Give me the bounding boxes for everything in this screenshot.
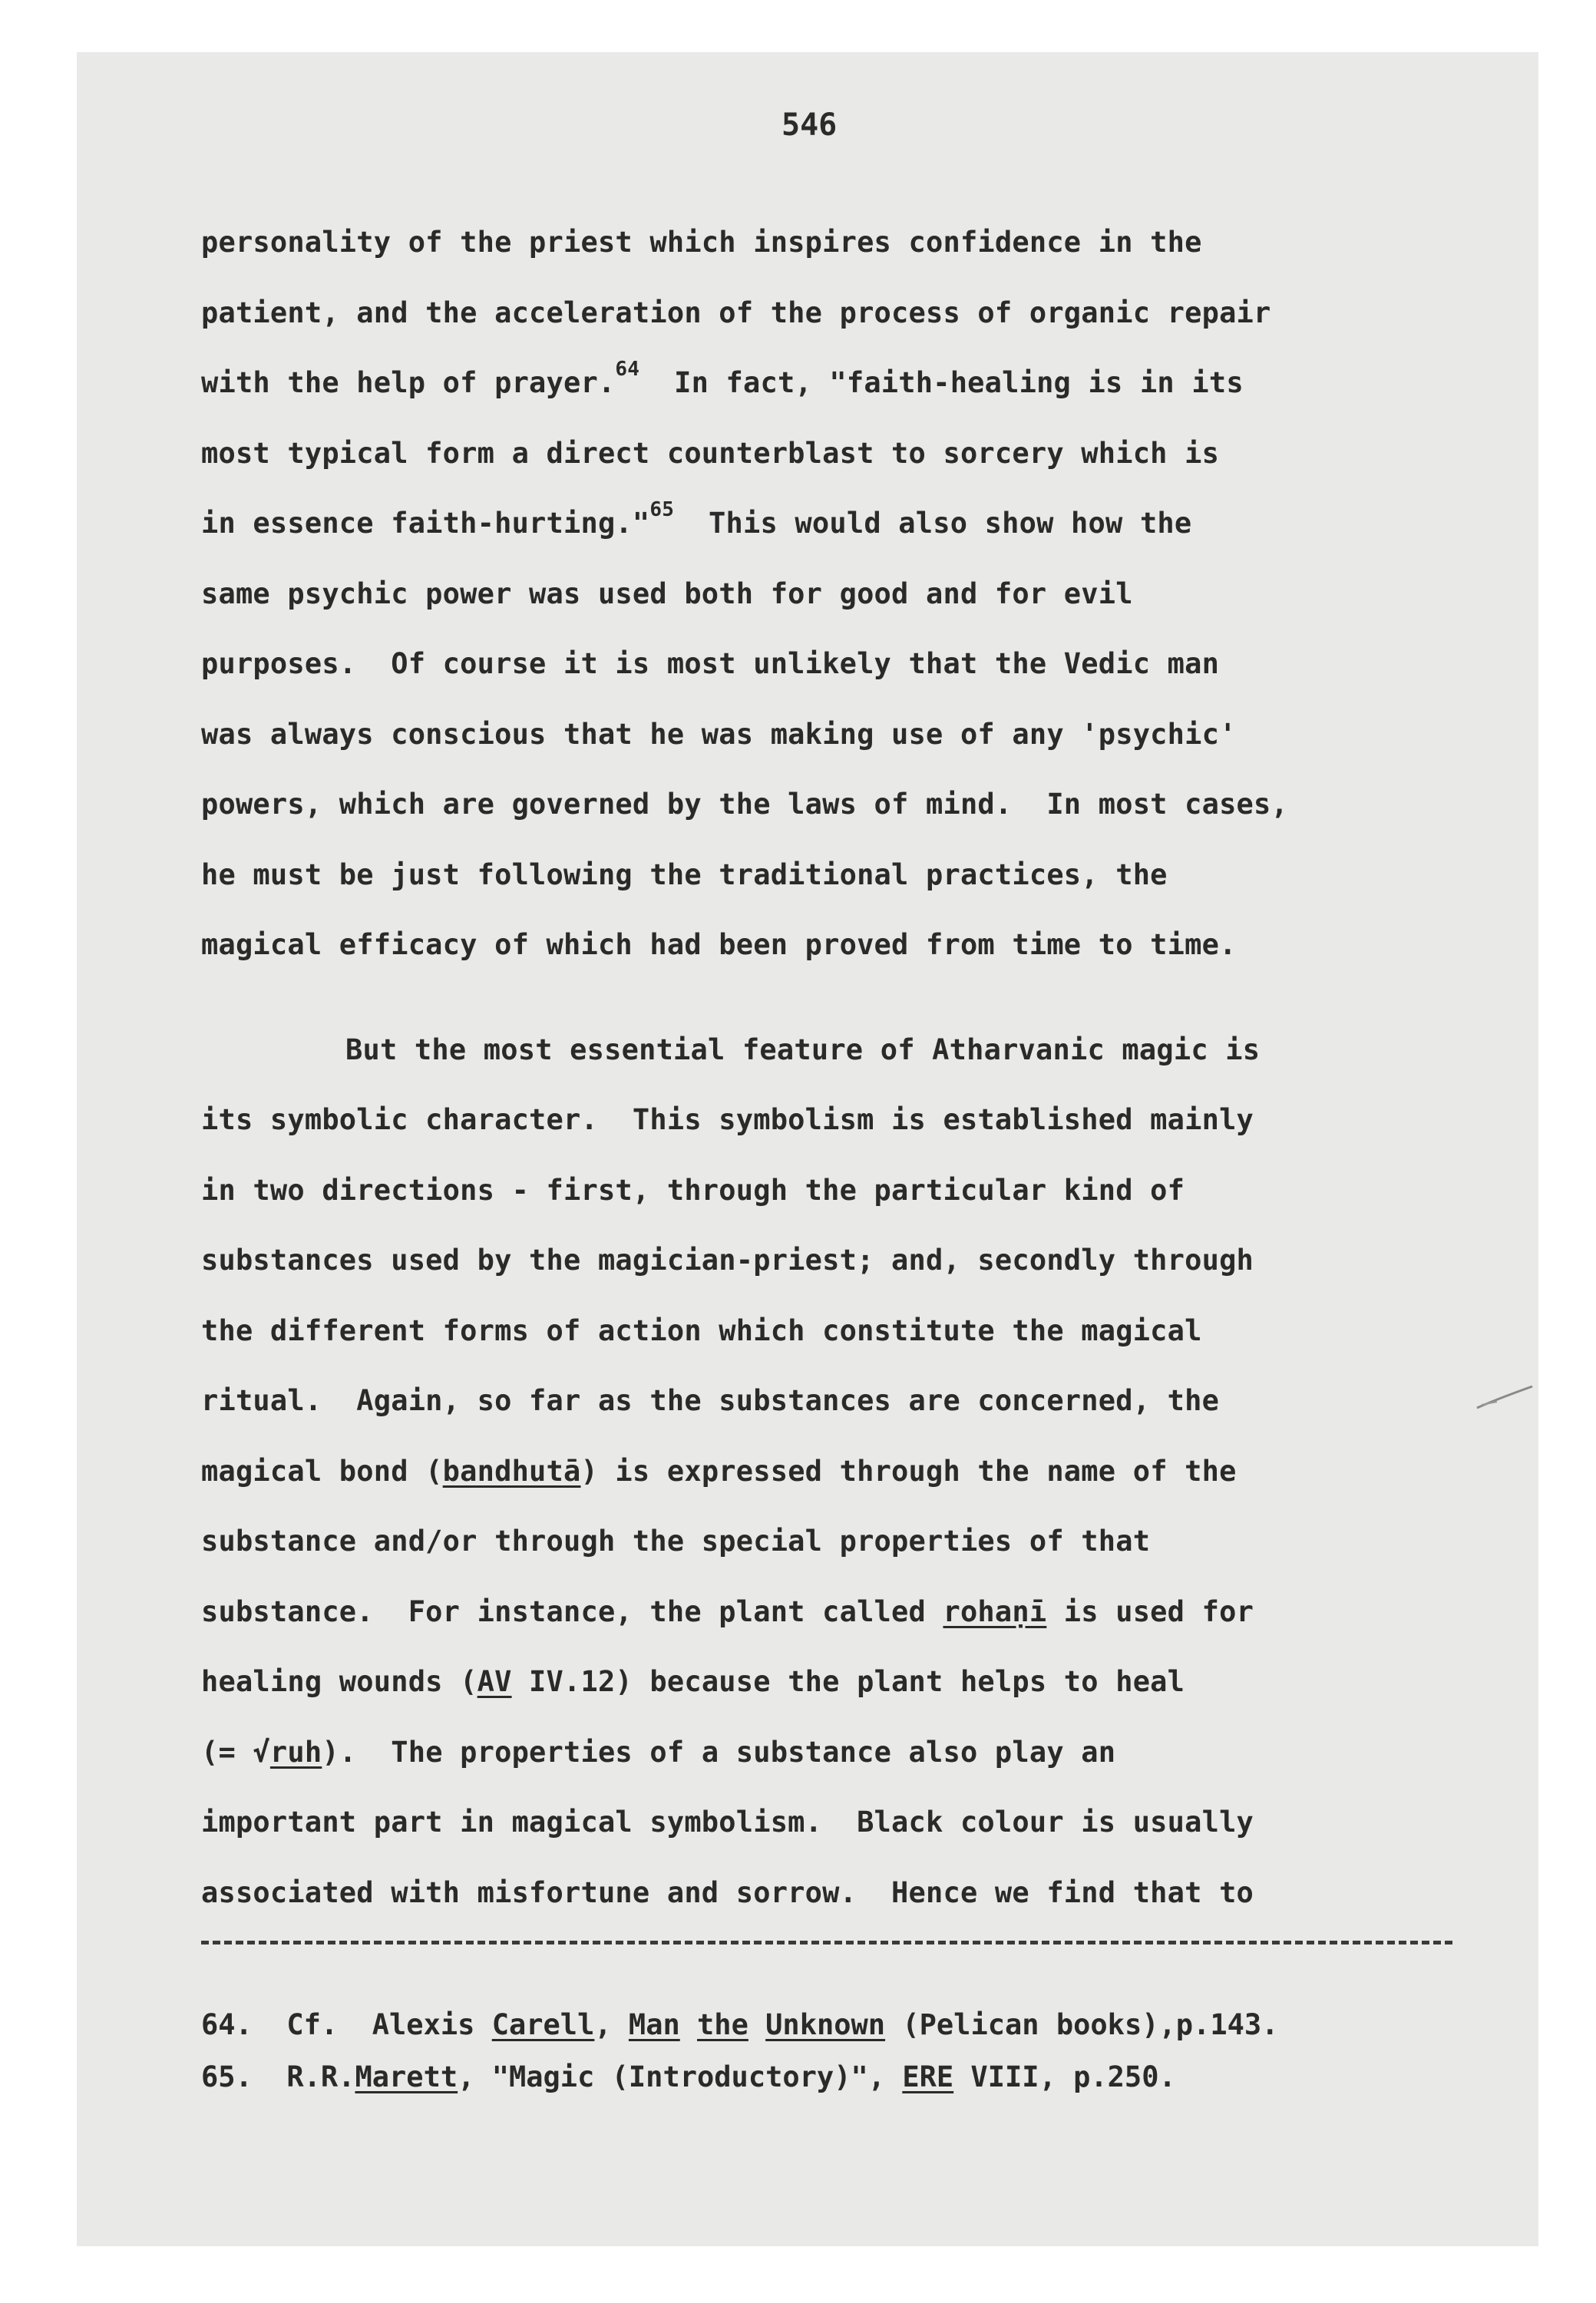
footnote-65-number: 65.: [201, 2060, 253, 2093]
p1-line-3-text-a: with the help of prayer.: [201, 366, 616, 399]
p2-line-4: substances used by the magician-priest; and, secondly through: [201, 1244, 1254, 1277]
footnote-64-title-3: Unknown: [765, 2008, 886, 2041]
p2-line-10-text-b: IV.12) because the plant helps to heal: [511, 1665, 1185, 1698]
p2-line-7: [201, 1436, 1491, 1507]
p2-line-12: important part in magical symbolism. Black colour is usually: [201, 1806, 1254, 1839]
p2-line-10-text-a: healing wounds (: [201, 1665, 477, 1698]
p2-line-13: associated with misfortune and sorrow. Hence we find that to: [201, 1875, 1254, 1909]
term-rohani: rohaṇī: [943, 1594, 1047, 1628]
footnote-64-title-2: the: [697, 2008, 748, 2041]
p1-line-2: patient, and the acceleration of the process of organic repair: [201, 296, 1271, 329]
p2-line-11-text-b: ). The properties of a substance also play an: [322, 1735, 1116, 1769]
p1-line-8: was always conscious that he was making use of any 'psychic': [201, 717, 1237, 751]
p2-line-10: [201, 1647, 1491, 1717]
footnote-ref-65: 65: [649, 498, 675, 521]
body-text: [201, 207, 1491, 1928]
footnote-65-mid: , "Magic (Introductory)",: [458, 2060, 903, 2093]
p2-line-5: the different forms of action which constitute the magical: [201, 1313, 1202, 1347]
footnote-65: [201, 2051, 1278, 2103]
p1-line-4: most typical form a direct counterblast to sorcery which is: [201, 436, 1220, 470]
footnote-65-author: Marett: [355, 2060, 458, 2093]
footnote-65-post: VIII, p.250.: [953, 2060, 1176, 2093]
abbrev-av: AV: [477, 1665, 512, 1698]
p2-line-8: substance and/or through the special properties of that: [201, 1525, 1151, 1558]
p2-line-9-text-a: substance. For instance, the plant called: [201, 1594, 943, 1628]
p2-line-11: [201, 1717, 1491, 1788]
pencil-margin-mark: [1474, 1382, 1535, 1413]
page-number: 546: [781, 107, 838, 143]
p1-line-5-text-a: in essence faith-hurting.": [201, 507, 650, 540]
footnote-64-mid: ,: [594, 2008, 629, 2041]
footnote-64-author: Carell: [491, 2008, 595, 2041]
p2-line-6: ritual. Again, so far as the substances are concerned, the: [201, 1384, 1220, 1417]
p2-line-7-text-a: magical bond (: [201, 1454, 443, 1488]
p1-line-3-text-b: In fact, "faith-healing is in its: [639, 366, 1244, 399]
p2-line-9: [201, 1577, 1491, 1647]
footnote-64-title-1: Man: [628, 2008, 680, 2041]
p1-line-11: magical efficacy of which had been proved from time to time.: [201, 928, 1237, 961]
footnote-64-post: (Pelican books),p.143.: [885, 2008, 1279, 2041]
p1-line-9: powers, which are governed by the laws of mind. In most cases,: [201, 788, 1288, 821]
p1-line-5-text-b: This would also show how the: [674, 507, 1192, 540]
p1-line-6: same psychic power was used both for good and for evil: [201, 577, 1133, 610]
p2-line-11-text-a: (= √: [201, 1735, 270, 1769]
footnote-64-pre: Cf. Alexis: [252, 2008, 492, 2041]
paragraph-gap: [201, 980, 1491, 1015]
p1-line-10: he must be just following the traditional practices, the: [201, 857, 1168, 891]
p2-line-7-text-b: ) is expressed through the name of the: [580, 1454, 1237, 1488]
footnote-64: [201, 1999, 1278, 2051]
footnote-ref-64: 64: [615, 358, 640, 381]
footnotes: [201, 1999, 1278, 2103]
term-ruh: ruh: [269, 1735, 322, 1769]
p1-line-7: purposes. Of course it is most unlikely that the Vedic man: [201, 647, 1220, 680]
footnote-65-ere: ERE: [902, 2060, 954, 2093]
p2-line-9-text-b: is used for: [1046, 1594, 1254, 1628]
p2-line-2: its symbolic character. This symbolism is established mainly: [201, 1103, 1254, 1136]
p2-line-3: in two directions - first, through the particular kind of: [201, 1173, 1185, 1207]
footnote-separator: [201, 1941, 1452, 1944]
p1-line-3: [201, 348, 1491, 418]
term-bandhuta: bandhutā: [442, 1454, 581, 1488]
p1-line-5: [201, 488, 1491, 559]
p1-line-1: personality of the priest which inspires confidence in the: [201, 226, 1202, 259]
p2-line-1: But the most essential feature of Atharvanic magic is: [345, 1033, 1261, 1066]
footnote-65-pre: R.R.: [252, 2060, 355, 2093]
footnote-64-number: 64.: [201, 2008, 253, 2041]
